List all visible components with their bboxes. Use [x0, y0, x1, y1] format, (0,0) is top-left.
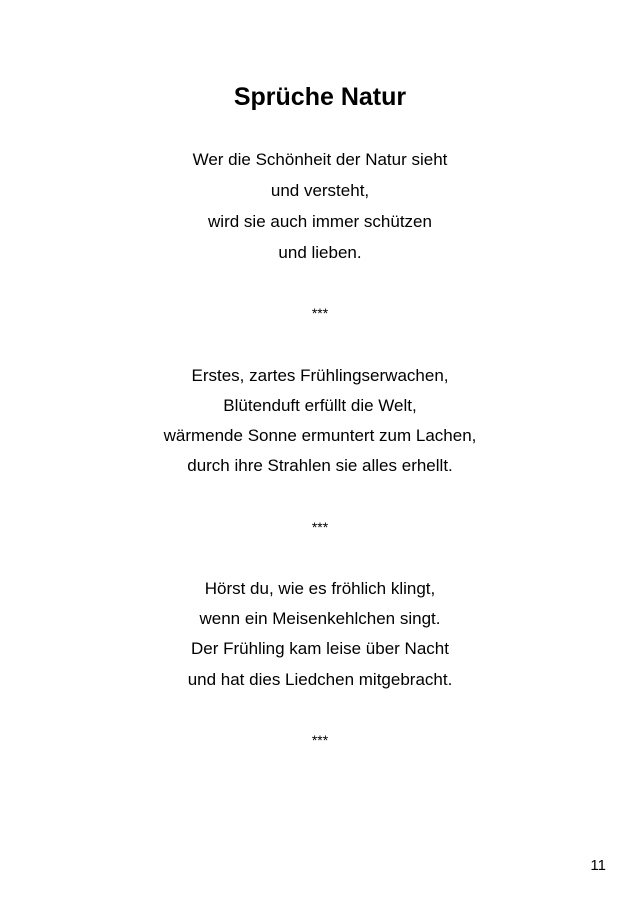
verse-line: Hörst du, wie es fröhlich klingt,: [204, 579, 436, 598]
verse-line: und hat dies Liedchen mitgebracht.: [187, 670, 453, 689]
verse-line: Erstes, zartes Frühlingserwachen,: [191, 366, 449, 385]
verse-line: Wer die Schönheit der Natur sieht: [192, 150, 448, 169]
verse-line: Blütenduft erfüllt die Welt,: [223, 396, 417, 415]
verse-line: und versteht,: [270, 181, 370, 200]
verse-separator: ***: [311, 305, 329, 321]
verse-line: wärmende Sonne ermuntert zum Lachen,: [163, 426, 477, 445]
verse-line: und lieben.: [278, 243, 362, 262]
verse-line: durch ihre Strahlen sie alles erhellt.: [187, 456, 453, 475]
verse-line: wenn ein Meisenkehlchen singt.: [199, 609, 441, 628]
page-number: 11: [590, 857, 606, 874]
verse-separator: ***: [311, 519, 329, 535]
verse-separator: ***: [311, 732, 329, 748]
verse-line: Der Frühling kam leise über Nacht: [191, 639, 449, 658]
verse-line: wird sie auch immer schützen: [208, 212, 432, 231]
page-title: Sprüche Natur: [233, 83, 407, 111]
